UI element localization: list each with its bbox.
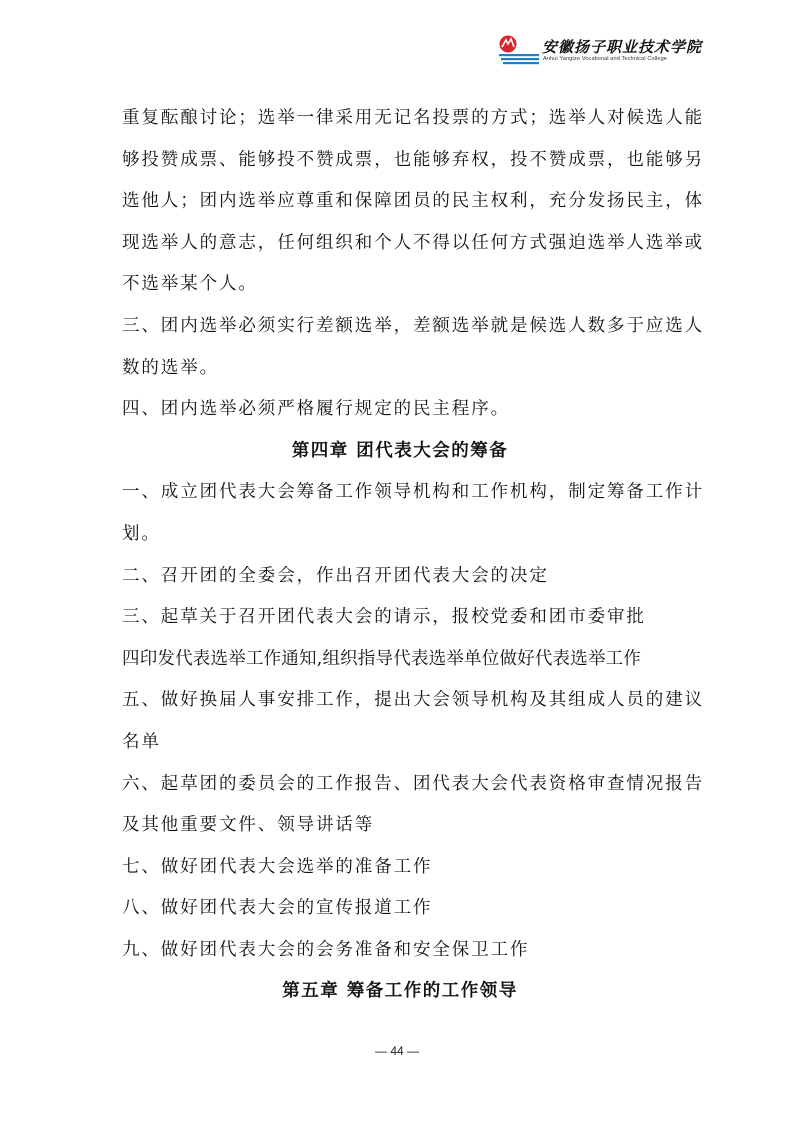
text-line: 四印发代表选举工作通知,组织指导代表选举单位做好代表选举工作 bbox=[122, 648, 642, 669]
text-line: 九、做好团代表大会的会务准备和安全保卫工作 bbox=[122, 939, 530, 960]
text-line: 五、做好换届人事安排工作，提出大会领导机构及其组成人员的建议 bbox=[122, 690, 704, 711]
college-name-en: Anhui Yangtze Vocational and Technical College bbox=[543, 56, 668, 62]
text-line: 三、团内选举必须实行差额选举，差额选举就是候选人数多于应选人 bbox=[122, 315, 704, 336]
text-line: 四、团内选举必须严格履行规定的民主程序。 bbox=[122, 399, 510, 420]
text-line: 数的选举。 bbox=[122, 357, 219, 378]
chapter-heading: 第五章 筹备工作的工作领导 bbox=[282, 981, 518, 1002]
document-body bbox=[122, 98, 704, 1013]
text-line: 一、成立团代表大会筹备工作领导机构和工作机构，制定筹备工作计 bbox=[122, 482, 704, 503]
text-line: 重复酝酿讨论；选举一律采用无记名投票的方式；选举人对候选人能 bbox=[122, 108, 704, 128]
text-line: 名单 bbox=[122, 731, 161, 752]
page-number: — 44 — bbox=[374, 1044, 419, 1058]
page-header bbox=[496, 34, 716, 70]
text-line: 选他人；团内选举应尊重和保障团员的民主权利，充分发扬民主，体 bbox=[122, 191, 704, 212]
text-line: 及其他重要文件、领导讲话等 bbox=[122, 815, 375, 836]
chapter-heading: 第四章 团代表大会的筹备 bbox=[291, 440, 509, 461]
text-line: 不选举某个人。 bbox=[122, 274, 258, 295]
text-line: 七、做好团代表大会选举的准备工作 bbox=[122, 856, 433, 877]
college-logo-icon bbox=[496, 34, 540, 68]
text-line: 划。 bbox=[122, 523, 161, 544]
text-line: 够投赞成票、能够投不赞成票，也能够弃权，投不赞成票，也能够另 bbox=[122, 149, 704, 170]
text-line: 六、起草团的委员会的工作报告、团代表大会代表资格审查情况报告 bbox=[122, 773, 704, 794]
text-line: 二、召开团的全委会，作出召开团代表大会的决定 bbox=[122, 565, 549, 586]
text-line: 八、做好团代表大会的宣传报道工作 bbox=[122, 898, 433, 919]
college-name-cn: 安徽扬子职业技术学院 bbox=[542, 38, 703, 56]
text-line: 三、起草关于召开团代表大会的请示，报校党委和团市委审批 bbox=[122, 607, 646, 628]
text-line: 现选举人的意志，任何组织和个人不得以任何方式强迫选举人选举或 bbox=[122, 232, 704, 253]
